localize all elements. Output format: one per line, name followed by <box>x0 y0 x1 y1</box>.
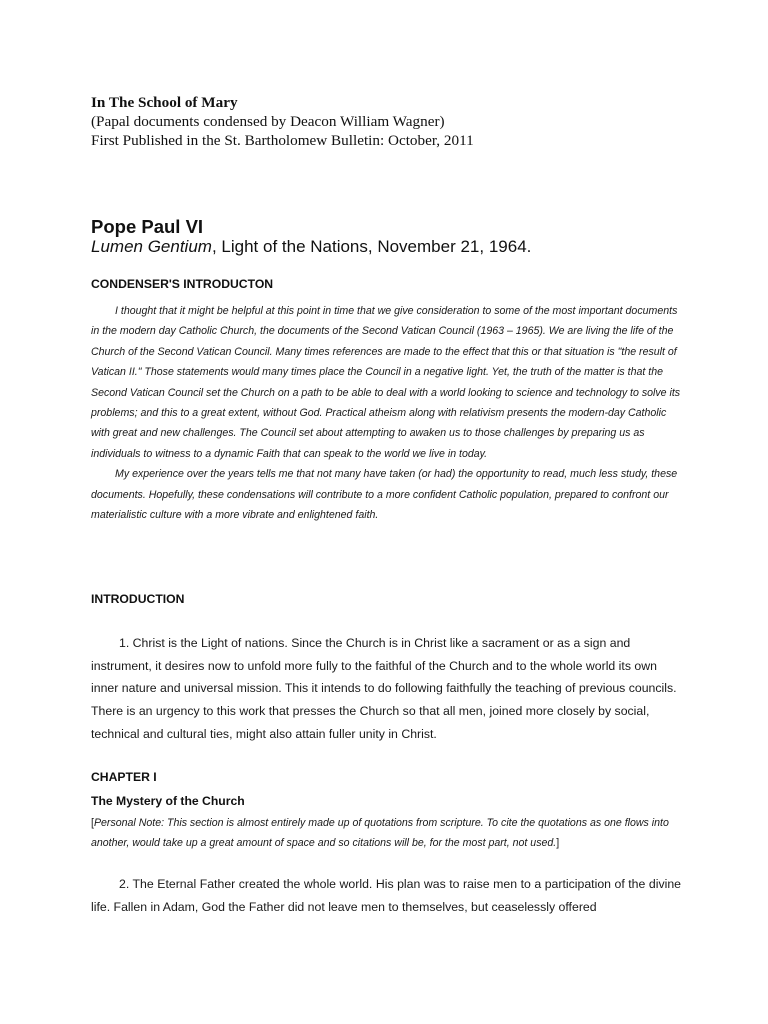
note-open-bracket: [ <box>91 817 94 829</box>
note-text: Personal Note: This section is almost entirely made up of quotations from scripture. To cite the quotations as one flows into another, would take up a great amount of space and so citations will be, for the most part, not used. <box>91 817 669 850</box>
condenser-intro-paragraph: I thought that it might be helpful at this point in time that we give consideration to some of the most important documents in the modern day Catholic Church, the documents of the Second Vatican Council (1963 – 1965). We are living the life of the Church of the Second Vatican Council. Many times references are made to the effect that this or that situation is "the result of Vatican II." Those statements would many times place the Council in a negative light. Yet, the truth of the matter is that the Second Vatican Council set the Church on a path to be able to deal with a world looking to science and technology to solve its problems; and this to a great extent, without God. Practical atheism along with relativism presents the modern-day Catholic with great and new challenges. The Council set about attempting to awaken us to those challenges by preparing us as individuals to witness to a dynamic Faith that can speak to the world we live in today. <box>91 305 681 460</box>
personal-note <box>91 813 683 854</box>
chapter-title: The Mystery of the Church <box>91 794 245 808</box>
introduction-paragraph: 1. Christ is the Light of nations. Since the Church is in Christ like a sacrament or as a sign and instrument, it desires now to unfold more fully to the faithful of the Church and to the whole world its own inner nature and universal mission. This it intends to do following faithfully the teaching of previous councils. There is an urgency to this work that presses the Church so that all men, joined more closely by social, technical and cultural ties, might also attain fuller unity in Christ. <box>91 636 677 741</box>
publication-line: First Published in the St. Bartholomew Bulletin: October, 2011 <box>91 132 474 149</box>
document-author: Pope Paul VI <box>91 216 204 237</box>
condenser-intro-heading: CONDENSER'S INTRODUCTON <box>91 277 274 291</box>
condensed-by-line: (Papal documents condensed by Deacon William Wagner) <box>91 113 445 130</box>
series-title: In The School of Mary <box>91 94 238 111</box>
document-subtitle-italic: Lumen Gentium <box>91 237 212 256</box>
note-close-bracket: ] <box>556 837 560 850</box>
chapter-paragraph: 2. The Eternal Father created the whole world. His plan was to raise men to a participation of the divine life. Fallen in Adam, God the Father did not leave men to themselves, but ceaselessly offered <box>91 877 681 914</box>
document-subtitle <box>91 236 531 258</box>
condenser-intro-paragraph: My experience over the years tells me that not many have taken (or had) the opportunity to read, much less study, these documents. Hopefully, these condensations will contribute to a more confident Catholic population, prepared to confront our materialistic culture with a more vibrate and enlightened faith. <box>91 468 678 522</box>
chapter-heading: CHAPTER I <box>91 770 157 784</box>
introduction-heading: INTRODUCTION <box>91 592 185 606</box>
chapter-text <box>91 873 681 918</box>
document-subtitle-rest: , Light of the Nations, November 21, 1964. <box>211 237 532 256</box>
introduction-text <box>91 632 681 746</box>
document-header <box>91 93 691 150</box>
condenser-intro-text <box>91 301 683 525</box>
